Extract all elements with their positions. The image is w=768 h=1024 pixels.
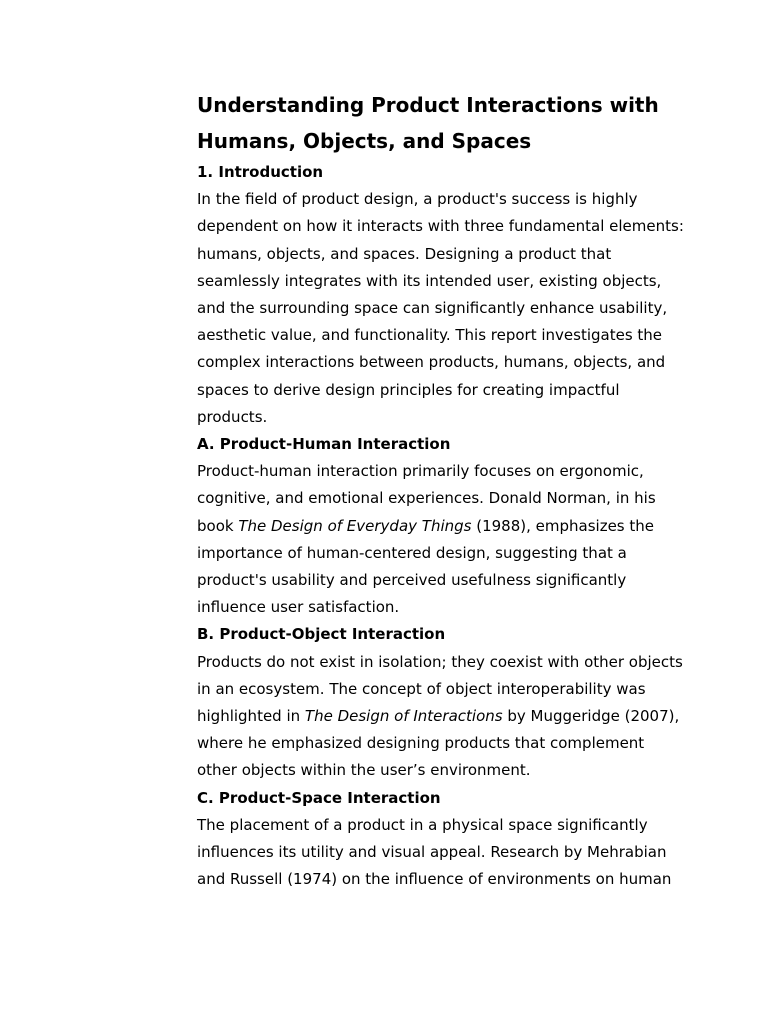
paragraph-text: (1988), emphasizes the importance of human-centered design, suggesting that a product's usability and perceived usefulness significantly influence user satisfaction. [197, 516, 654, 617]
section-heading-introduction: 1. Introduction [197, 163, 324, 181]
book-title-italic: The Design of Interactions [304, 707, 503, 726]
document-page [197, 87, 687, 893]
section-paragraph-product-space [197, 812, 687, 894]
section-heading-product-space: C. Product-Space Interaction [197, 788, 441, 807]
paragraph-text: Products do not exist in isolation; they coexist with other objects in an ecosystem. The concept of object interoperability was highlighted in [197, 652, 683, 726]
paragraph-text: In the field of product design, a product's success is highly dependent on how it interacts with three fundamental elements: humans, objects, and spaces. Designing a product that seamlessly integrates with its intended user, existing objects, and the surrounding space can significantly enhance usability, aesthetic value, and functionality. This report investigates the complex interactions between products, humans, objects, and spaces to derive design principles for creating impactful products. [197, 190, 684, 426]
section-paragraph-product-human [197, 458, 687, 621]
paragraph-text: The placement of a product in a physical space significantly influences its utility and visual appeal. Research by Mehrabian and Russell (1974) on the influence of environments on human [197, 815, 672, 889]
section-paragraph-product-object [197, 649, 687, 785]
document-title: Understanding Product Interactions with Humans, Objects, and Spaces [197, 93, 659, 153]
section-heading-product-human: A. Product-Human Interaction [197, 435, 451, 454]
section-heading-product-object: B. Product-Object Interaction [197, 625, 446, 644]
book-title-italic: The Design of Everyday Things [238, 516, 472, 535]
paragraph-text: Product-human interaction primarily focuses on ergonomic, cognitive, and emotional experiences. Donald Norman, in his book [197, 462, 656, 535]
section-paragraph-introduction [197, 186, 687, 431]
paragraph-text: by Muggeridge (2007), where he emphasized designing products that complement other objects within the user’s environment. [197, 707, 680, 780]
